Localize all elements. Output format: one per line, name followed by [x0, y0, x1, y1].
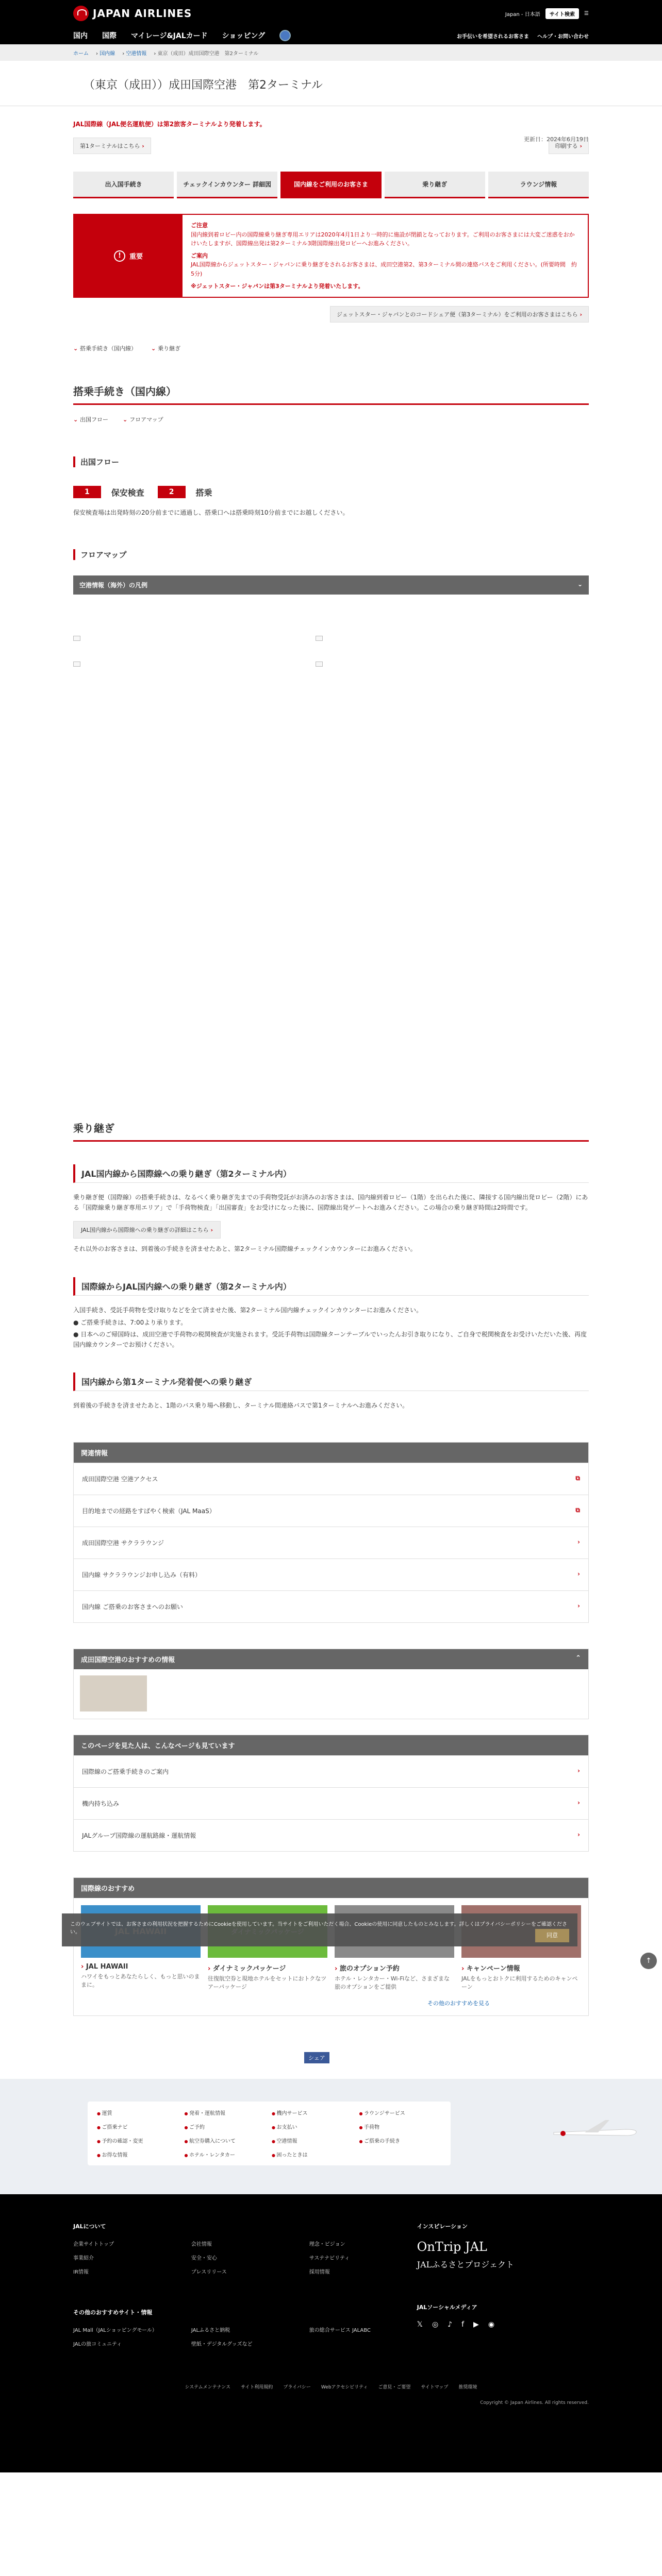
terminal-notice: JAL国際線（JAL便名運航便）は第2旅客ターミナルより発着します。 — [73, 121, 266, 128]
help-link[interactable]: ヘルプ・お問い合わせ — [537, 33, 589, 40]
related-title: 関連情報 — [74, 1443, 588, 1463]
updated-date: 更新日：2024年6月19日 — [524, 136, 589, 143]
footer-link[interactable]: JAL Mall（JALショッピングモール） — [73, 2327, 157, 2333]
step-boarding: 2 搭乗 — [158, 486, 212, 498]
flow-text: 保安検査場は出発時刻の20分前までに通過し、搭乗口へは搭乗時刻10分前までにお越しください。 — [73, 509, 349, 517]
related-info-panel — [73, 1442, 589, 1623]
legend-label: 空港情報（海外）の凡例 — [79, 581, 148, 589]
anchor-boarding[interactable]: ⌄ 搭乗手続き（国内線） — [73, 344, 137, 352]
quick-link[interactable]: ● お得な情報 — [97, 2150, 179, 2158]
transfer1-text: 乗り継ぎ便（国際線）の搭乗手続きは、なるべく乗り継ぎ先までの手荷物受託がお済みのお客さまは、国内線到着ロビー（1階）を出られた後に、隣接する国内線出発ロビー（2階）にある「国際線乗り継ぎ専用エリア」で「手荷物検査」「出国審査」をお受けになった後に、国際線出発ゲートへお進みください。この場合の乗り継ぎ時間は2時間です。 — [73, 1193, 588, 1211]
assist-link[interactable]: お手伝いを希望されるお客さま — [457, 33, 529, 40]
footer-link[interactable]: プレスリリース — [191, 2269, 227, 2275]
quick-links — [88, 2102, 451, 2165]
quick-link[interactable]: ● 運賃 — [97, 2109, 179, 2116]
floormap-title: フロアマップ — [73, 549, 589, 560]
footer-bottom-link[interactable]: サイト利用規約 — [240, 2384, 273, 2390]
jal-logo[interactable] — [73, 6, 192, 21]
footer-link[interactable]: 理念・ビジョン — [309, 2241, 345, 2247]
globe-icon[interactable] — [279, 30, 291, 41]
global-footer — [0, 2194, 662, 2472]
promo-card-campaign[interactable]: › キャンペーン情報 JALをもっとおトクに利用するためのキャンペーン — [461, 1905, 581, 1992]
quick-link[interactable]: ● 航空券購入について — [185, 2137, 267, 2144]
site-search-button[interactable]: サイト検索 — [545, 8, 579, 19]
print-button[interactable]: 印刷する › — [549, 138, 589, 154]
footer-bottom-link[interactable]: ご意見・ご要望 — [378, 2384, 411, 2390]
quick-link[interactable]: ● ラウンジサービス — [359, 2109, 442, 2116]
promo-card-hawaii[interactable]: › JAL HAWAII ハワイをもっとあなたらしく、もっと思いのままに。 — [81, 1905, 201, 1992]
transfer2-bullet2: ● 日本へのご帰国時は、成田空港で手荷物の税関検査が実施されます。受託手荷物は国際線ターンテーブルでいったんお引き取りになり、ご自身で税関検査をお受けいただいた後、再度国内線カウンターでお預けください。 — [73, 1330, 587, 1348]
youtube-icon[interactable]: ▶ — [473, 2320, 479, 2329]
footer-link[interactable]: 企業サイトトップ — [73, 2241, 114, 2247]
alert-icon: ! — [114, 250, 125, 262]
breadcrumb-current: 東京（成田）成田国際空港 第2ターミナル — [157, 50, 259, 57]
footer-about-title: JALについて — [73, 2223, 106, 2230]
quick-link[interactable]: ● ご予約 — [185, 2123, 267, 2130]
footer-link[interactable]: JALふるさと納税 — [191, 2327, 230, 2333]
crane-logo-icon — [73, 6, 89, 21]
transfer1-detail-link[interactable]: JAL国内線から国際線への乗り継ぎの詳細はこちら › — [73, 1221, 221, 1239]
related-item[interactable]: 国内線 ご搭乗のお客さまへのお願い › — [74, 1590, 588, 1622]
tiktok-icon[interactable]: ♪ — [448, 2320, 453, 2329]
nav-shopping[interactable]: ショッピング — [222, 32, 266, 40]
footer-inspiration-title: インスピレーション — [417, 2223, 468, 2230]
tab-transfer[interactable]: 乗り継ぎ — [385, 172, 485, 198]
footer-bottom-link[interactable]: 推奨環境 — [458, 2384, 477, 2390]
transfer3-title: 国内線から第1ターミナル発着便への乗り継ぎ — [73, 1372, 589, 1391]
footer-social-title: JALソーシャルメディア — [417, 2303, 477, 2311]
footer-link[interactable]: 会社情報 — [191, 2241, 212, 2247]
transfer3-text: 到着後の手続きを済ませたあと、1階のバス乗り場へ移動し、ターミナル間連絡バスで第1ターミナルへお進みください。 — [73, 1402, 409, 1410]
tab-checkin-map[interactable]: チェックインカウンター 詳細図 — [177, 172, 277, 198]
notice-text: 国内線到着ロビー内の国際線乗り継ぎ専用エリアは2020年4月1日より一時的に施設が閉鎖となっております。ご利用のお客さまには大変ご迷惑をおかけいたしますが、国際線出発は第2ターミナル3階国際線出発ロビーへお進みください。 — [191, 231, 575, 247]
page-title: （東京（成田））成田国際空港 第2ターミナル — [84, 79, 323, 92]
quick-link[interactable]: ● 発着・運航情報 — [185, 2109, 267, 2116]
footer-link[interactable]: 旅の総合サービス JALABC — [309, 2327, 371, 2333]
map-placeholder-icon — [316, 636, 323, 641]
footer-link[interactable]: サステナビリティ — [309, 2255, 350, 2261]
ontrip-logo[interactable]: OnTrip JAL — [417, 2239, 487, 2254]
chevron-up-icon[interactable]: ⌃ — [575, 1654, 581, 1662]
also-viewed-title: このページを見た人は、こんなページも見ています — [74, 1735, 588, 1755]
breadcrumb: ホーム › 国内線 › 空港情報 › 東京（成田）成田国際空港 第2ターミナル — [0, 44, 662, 61]
quick-links-area — [0, 2079, 662, 2194]
quick-link[interactable]: ● ご搭乗の手続き — [359, 2137, 442, 2144]
flow-title: 出国フロー — [73, 456, 589, 467]
breadcrumb-home[interactable]: ホーム — [73, 50, 89, 57]
related-item[interactable]: 国内線 サクララウンジお申し込み（有料） › — [74, 1558, 588, 1590]
instagram-icon[interactable]: ◎ — [432, 2320, 439, 2329]
footer-bottom-link[interactable]: サイトマップ — [421, 2384, 449, 2390]
quick-link[interactable]: ● ホテル・レンタカー — [185, 2150, 267, 2158]
anchor-transfer[interactable]: ⌄ 乗り継ぎ — [151, 344, 180, 352]
step-security: 1 保安検査 — [73, 486, 144, 498]
quick-link[interactable]: ● 機内サービス — [272, 2109, 354, 2116]
quick-link[interactable]: ● お支払い — [272, 2123, 354, 2130]
anchor-floormap[interactable]: ⌄ フロアマップ — [123, 415, 163, 423]
footer-bottom-link[interactable]: システムメンテナンス — [185, 2384, 230, 2390]
chevron-down-icon: ⌄ — [577, 580, 583, 588]
transfer1-title: JAL国内線から国際線への乗り継ぎ（第2ターミナル内） — [73, 1164, 589, 1183]
footer-bottom-link[interactable]: Webアクセシビリティ — [321, 2384, 368, 2390]
footer-bottom-link[interactable]: プライバシー — [283, 2384, 311, 2390]
global-header — [0, 0, 662, 44]
facebook-icon[interactable]: f — [461, 2320, 465, 2329]
also-item[interactable]: 機内持ち込み › — [74, 1787, 588, 1819]
back-to-top-icon[interactable]: ↑ — [640, 1953, 657, 1969]
tab-lounge[interactable]: ラウンジ情報 — [488, 172, 589, 198]
x-icon[interactable]: 𝕏 — [417, 2320, 423, 2329]
also-item[interactable]: 国際線のご搭乗手続きのご案内 › — [74, 1755, 588, 1787]
transfer2-title: 国際線からJAL国内線への乗り継ぎ（第2ターミナル内） — [73, 1277, 589, 1296]
copyright: Copyright © Japan Airlines. All rights reserved. — [480, 2400, 589, 2405]
page-tabs — [73, 172, 589, 198]
related-item[interactable]: 目的地までの経路をすばやく検索（JAL MaaS） ⧉ — [74, 1495, 588, 1527]
footer-other-title: その他のおすすめサイト・情報 — [73, 2309, 153, 2316]
cookie-text: このウェブサイトでは、お客さまの利用状況を把握するためにCookieを使用しています。当サイトをご利用いただく場合、Cookieの使用に同意したものとみなします。詳しくはプライバシーポリシーをご確認ください。 — [70, 1922, 567, 1935]
promo-card-dynamic[interactable]: › ダイナミックパッケージ 往復航空券と現地ホテルをセットにおトクなツアーパッケージ — [208, 1905, 327, 1992]
brand-name: JAPAN AIRLINES — [93, 7, 192, 20]
quick-link[interactable]: ● 困ったときは — [272, 2150, 354, 2158]
map-placeholder-icon — [73, 636, 80, 641]
quick-link[interactable]: ● 手荷物 — [359, 2123, 442, 2130]
furusato-logo[interactable]: JALふるさとプロジェクト — [417, 2259, 514, 2269]
related-item[interactable]: 成田国際空港 空港アクセス ⧉ — [74, 1463, 588, 1495]
terminal1-link[interactable]: 第1ターミナルはこちら › — [73, 138, 151, 154]
hamburger-menu-icon[interactable]: ☰ — [584, 10, 589, 16]
notice-heading: ご注意 — [191, 222, 208, 229]
airplane-icon — [549, 2115, 641, 2146]
nav-international[interactable]: 国際 — [102, 32, 117, 40]
recommend-thumbnail[interactable] — [80, 1675, 147, 1711]
guide-text: JAL国際線からジェットスター・ジャパンに乗り継ぎをされるお客さまは、成田空港第2、第3ターミナル間の連絡バスをご利用ください。(所要時間 約5分) — [191, 261, 577, 277]
footer-link[interactable]: 安全・安心 — [191, 2255, 217, 2261]
floor-map-area — [73, 595, 589, 1120]
footer-link[interactable]: IR情報 — [73, 2269, 89, 2275]
quick-link[interactable]: ● 空港情報 — [272, 2137, 354, 2144]
footer-link[interactable]: 事業紹介 — [73, 2255, 94, 2261]
boarding-section-title: 搭乗手続き（国内線） — [73, 383, 589, 405]
international-promo-panel — [73, 1877, 589, 2016]
transfer2-bullet1: ● ご搭乗手続きは、7:00より承ります。 — [73, 1319, 187, 1327]
promo-title: 国際線のおすすめ — [74, 1878, 588, 1898]
narita-recommend-panel — [73, 1649, 589, 1719]
related-item[interactable]: 成田国際空港 サクララウンジ › — [74, 1527, 588, 1558]
line-icon[interactable]: ◉ — [488, 2320, 495, 2329]
important-label: 重要 — [129, 253, 143, 261]
breadcrumb-domestic[interactable]: 国内線 — [100, 50, 115, 57]
language-selector[interactable]: Japan - 日本語 — [505, 11, 540, 18]
cookie-accept-button[interactable]: 同意 — [535, 1929, 569, 1943]
map-placeholder-icon — [73, 662, 80, 667]
footer-link[interactable]: 壁紙・デジタルグッズなど — [191, 2341, 253, 2347]
important-notice-box — [73, 214, 589, 298]
also-item[interactable]: JALグループ国際線の運航路線・運航情報 › — [74, 1819, 588, 1851]
recommend-title: 成田国際空港のおすすめの情報 — [81, 1656, 175, 1664]
footer-link[interactable]: JALの旅コミュニティ — [73, 2341, 122, 2347]
also-viewed-panel — [73, 1735, 589, 1852]
tab-domestic[interactable]: 国内線をご利用のお客さま — [280, 172, 381, 198]
tab-immigration[interactable]: 出入国手続き — [73, 172, 174, 198]
jetstar-note: ※ジェットスター・ジャパンは第3ターミナルより発着いたします。 — [191, 282, 364, 290]
footer-link[interactable]: 採用情報 — [309, 2269, 330, 2275]
anchor-flow[interactable]: ⌄ 出国フロー — [73, 415, 108, 423]
map-placeholder-icon — [316, 662, 323, 667]
quick-link[interactable]: ● 予約の確認・変更 — [97, 2137, 179, 2144]
legend-accordion[interactable] — [73, 575, 589, 595]
guide-heading: ご案内 — [191, 252, 208, 259]
quick-link[interactable]: ● ご搭乗ナビ — [97, 2123, 179, 2130]
transfer2-text: 入国手続き、受託手荷物を受け取りなどを全て済ませた後、第2ターミナル国内線チェックインカウンターにお進みください。 — [73, 1306, 423, 1314]
promo-card-option[interactable]: › 旅のオプション予約 ホテル・レンタカー・Wi-Fiなど、さまざまな旅のオプションをご提供 — [335, 1905, 454, 1992]
nav-domestic[interactable]: 国内 — [73, 32, 88, 40]
transfer-section-title: 乗り継ぎ — [73, 1120, 589, 1142]
nav-mileage[interactable]: マイレージ&JALカード — [131, 32, 208, 40]
facebook-share-button[interactable]: シェア — [304, 2052, 329, 2063]
cookie-banner — [62, 1913, 577, 1946]
promo-more-link[interactable]: その他のおすすめを見る — [427, 1999, 490, 2007]
jetstar-codeshare-link[interactable]: ジェットスター・ジャパンとのコードシェア便（第3ターミナル）をご利用のお客さまはこちら › — [330, 306, 589, 323]
breadcrumb-airport[interactable]: 空港情報 — [126, 50, 147, 57]
transfer1-note: それ以外のお客さまは、到着後の手続きを済ませたあと、第2ターミナル国際線チェックインカウンターにお進みください。 — [73, 1245, 417, 1253]
